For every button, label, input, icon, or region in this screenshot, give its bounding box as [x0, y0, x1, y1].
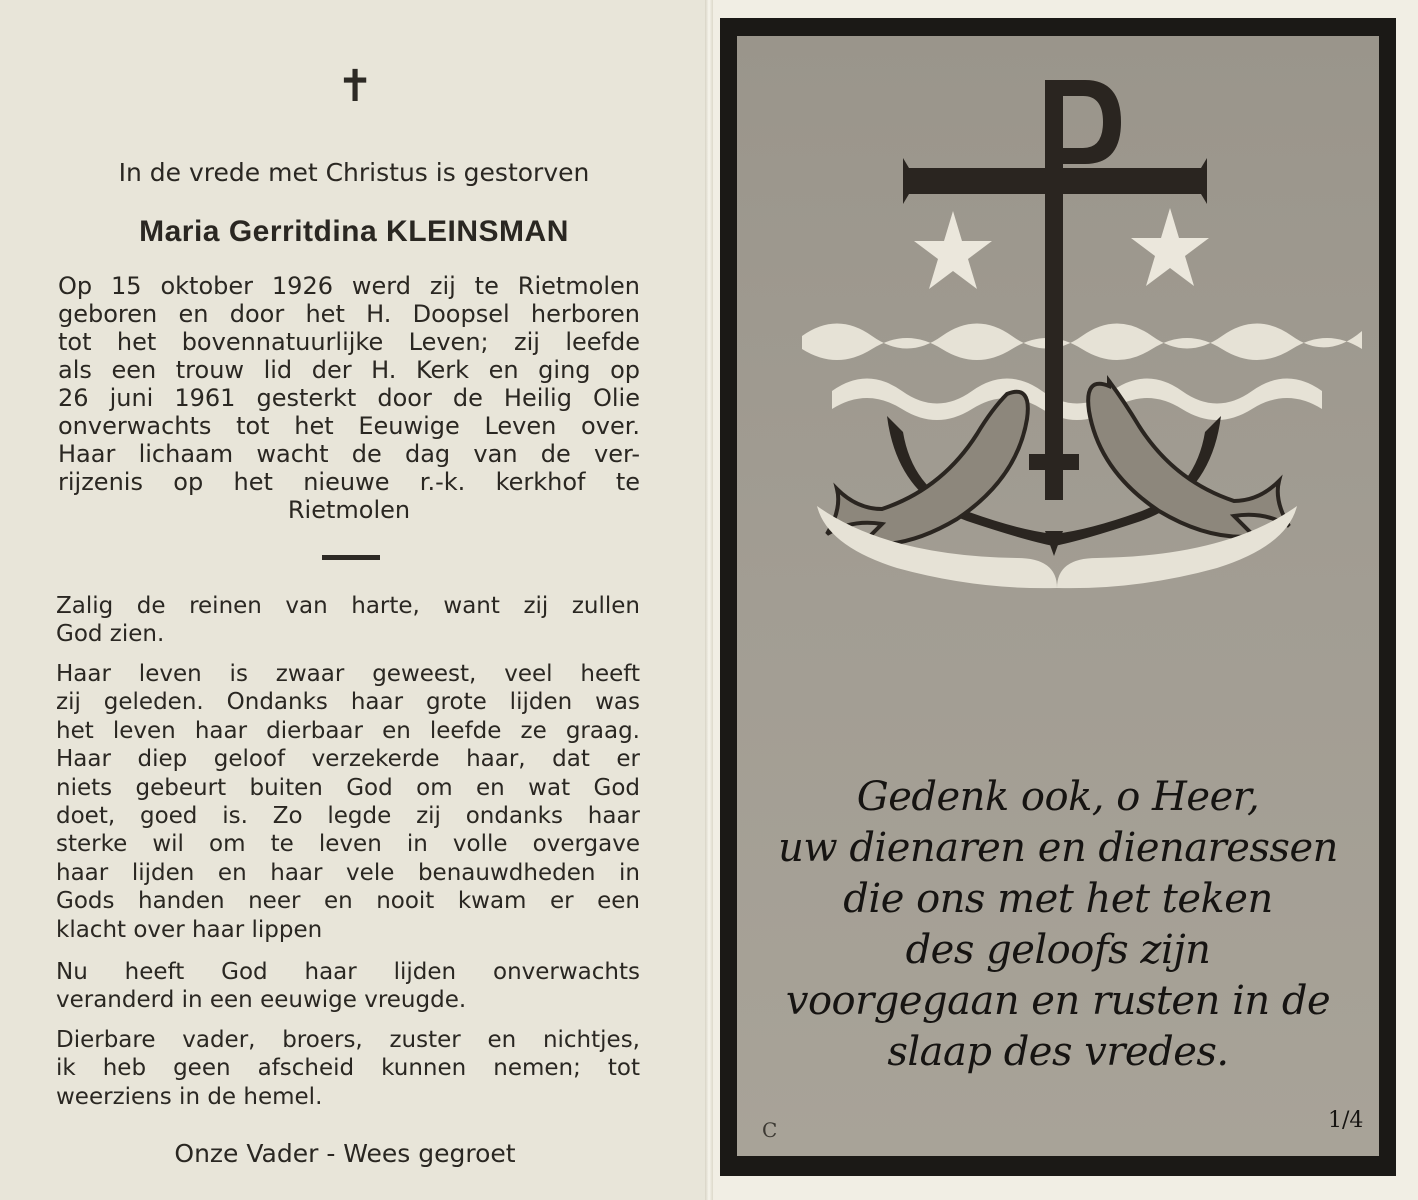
card-number: 1/4	[1328, 1108, 1364, 1133]
divider	[322, 555, 380, 560]
verse-line: Gedenk ook, o Heer,	[856, 774, 1260, 820]
paragraph-line: Haar diep geloof verzekerde haar, dat er	[56, 746, 640, 773]
emblem-illustration	[737, 36, 1379, 636]
verse-line: voorgegaan en rusten in de	[785, 978, 1331, 1024]
biography	[58, 272, 640, 524]
star-icon	[914, 211, 992, 289]
printer-mark: C	[762, 1118, 778, 1142]
paragraph-line: zij geleden. Ondanks haar grote lijden was	[56, 689, 640, 716]
paragraph-line: het leven haar dierbaar en leefde ze graag.	[56, 717, 640, 744]
paragraph-line: sterke wil om te leven in volle overgave	[56, 831, 640, 858]
verse-line: die ons met het teken	[843, 876, 1273, 922]
bio-line: onverwachts tot het Eeuwige Leven over.	[58, 412, 640, 440]
paragraph-line: Nu heeft God haar lijden onverwachts	[56, 959, 640, 985]
deceased-name: Maria Gerritdina KLEINSMAN	[139, 215, 569, 248]
bio-line: rijzenis op het nieuwe r.-k. kerkhof te	[58, 468, 640, 496]
bio-line: Rietmolen	[287, 496, 411, 524]
star-icon	[1131, 208, 1209, 286]
paragraph-line: niets gebeurt buiten God om en wat God	[56, 774, 640, 801]
paragraph-line: klacht over haar lippen	[56, 916, 323, 943]
verse-line: des geloofs zijn	[905, 927, 1211, 973]
paragraph-line: ik heb geen afscheid kunnen nemen; tot	[56, 1055, 640, 1082]
paragraph-line: doet, goed is. Zo legde zij ondanks haar	[56, 802, 640, 829]
verse-line: uw dienaren en dienaressen	[778, 825, 1338, 871]
bio-line: Op 15 oktober 1926 werd zij te Rietmolen	[58, 272, 640, 300]
bio-line: 26 juni 1961 gesterkt door de Heilig Olie	[58, 384, 640, 412]
paragraph-line: God zien.	[56, 621, 165, 648]
bio-line: geboren en door het H. Doopsel herboren	[58, 300, 640, 328]
wave-icon	[802, 324, 1362, 421]
paragraph-line: weerziens in de hemel.	[56, 1083, 323, 1110]
paragraph-line: Haar leven is zwaar geweest, veel heeft	[56, 661, 640, 687]
intro-text: In de vrede met Christus is gestorven	[118, 158, 590, 187]
cross-icon: ✝	[336, 61, 374, 112]
paragraph-joy	[56, 958, 640, 1015]
paragraph-farewell	[56, 1026, 640, 1111]
paragraph-line: haar lijden en haar vele benauwdheden in	[56, 859, 640, 886]
verse-line: slaap des vredes.	[887, 1029, 1229, 1075]
paragraph-line: veranderd in een eeuwige vreugde.	[56, 987, 467, 1014]
paragraph-life	[56, 660, 640, 944]
paragraph-beatitude	[56, 592, 640, 649]
bio-line: tot het bovennatuurlijke Leven; zij leefde	[58, 328, 640, 356]
verse	[737, 772, 1379, 1078]
bio-line: als een trouw lid der H. Kerk en ging op	[58, 356, 640, 384]
paragraph-line: Dierbare vader, broers, zuster en nichtjes,	[56, 1027, 640, 1053]
paragraph-line: Zalig de reinen van harte, want zij zullen	[56, 593, 640, 619]
paragraph-line: Gods handen neer en nooit kwam er een	[56, 888, 640, 915]
chi-rho-cross-icon	[903, 80, 1207, 500]
bio-line: Haar lichaam wacht de dag van de ver-	[58, 440, 640, 468]
closing-prayers: Onze Vader - Wees gegroet	[174, 1139, 516, 1168]
